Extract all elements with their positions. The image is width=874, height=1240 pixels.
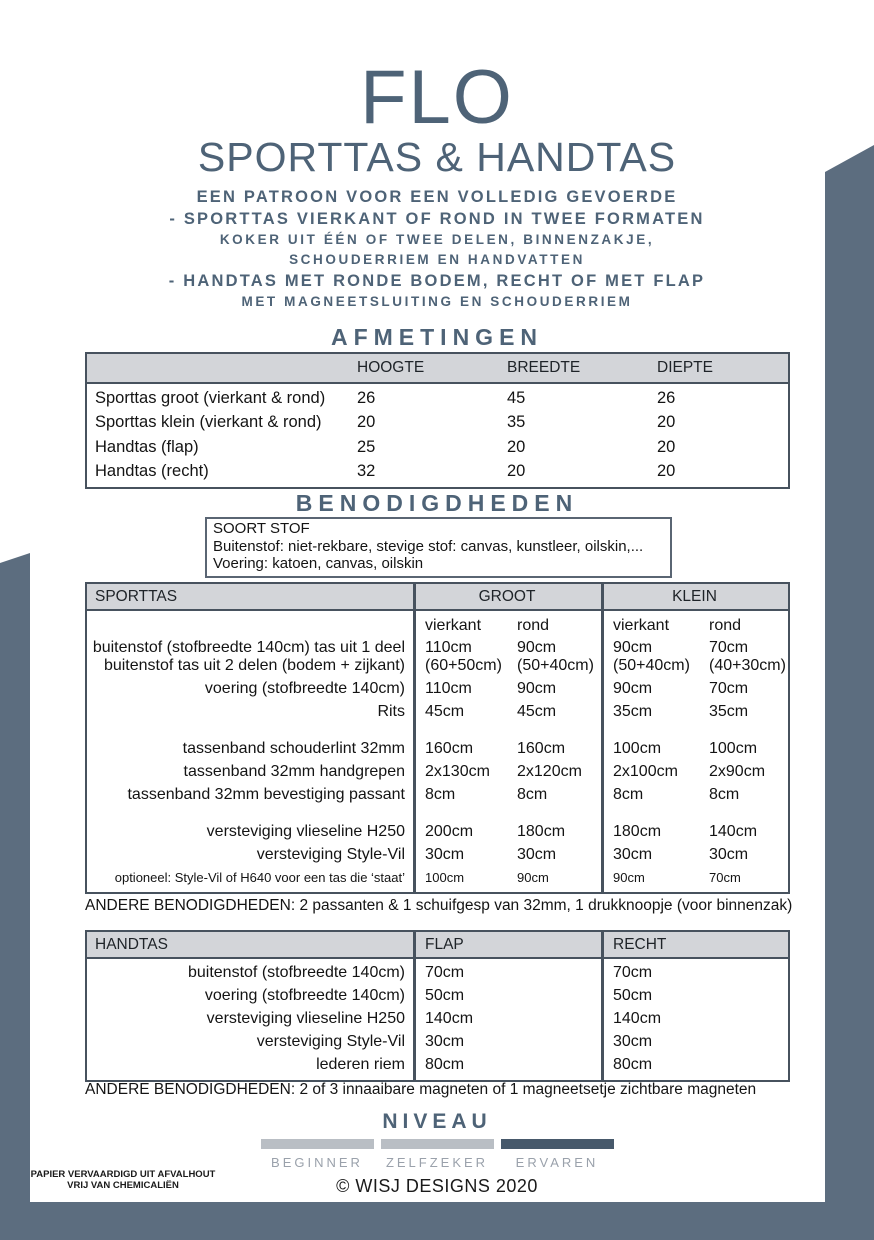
row-label bbox=[87, 846, 413, 864]
row-value-line: 110cm bbox=[425, 639, 472, 656]
handtas-column-header: FLAP bbox=[425, 935, 464, 953]
column-divider bbox=[601, 932, 604, 1080]
row-value-line: 30cm bbox=[613, 845, 653, 863]
description-line: - HANDTAS MET RONDE BODEM, RECHT OF MET FLAP bbox=[168, 272, 706, 290]
table-row bbox=[87, 843, 788, 866]
table-row bbox=[87, 386, 788, 411]
row-value-line: 200cm bbox=[425, 822, 474, 840]
row-value: 140cm bbox=[613, 1009, 662, 1027]
row-value-line: 70cm bbox=[709, 679, 749, 697]
table-row bbox=[87, 677, 788, 700]
row-value bbox=[697, 763, 788, 781]
row-value-line: 8cm bbox=[425, 785, 456, 803]
row-value-line: 110cm bbox=[425, 679, 472, 697]
row-value bbox=[413, 703, 505, 721]
row-label bbox=[87, 639, 413, 675]
row-value-line: 100cm bbox=[613, 739, 662, 757]
row-value-line: 2x90cm bbox=[709, 762, 766, 780]
row-value-line: 45cm bbox=[425, 702, 465, 720]
sporttas-subheader-row bbox=[87, 613, 788, 638]
afmetingen-column-header: HOOGTE bbox=[357, 359, 425, 376]
row-value: 35 bbox=[507, 413, 526, 432]
sporttas-table-header bbox=[87, 584, 788, 611]
row-value bbox=[505, 740, 601, 758]
row-label-line: versteviging Style-Vil bbox=[256, 845, 405, 863]
niveau-level-label: ZELFZEKER bbox=[385, 1155, 489, 1170]
sporttas-subcolumn-header: vierkant bbox=[425, 616, 482, 634]
row-label-line: optioneel: Style-Vil of H640 voor een tas die ‘staat’ bbox=[114, 869, 405, 885]
row-value bbox=[601, 639, 697, 675]
row-value-line: 90cm bbox=[613, 679, 653, 697]
row-value-line: 160cm bbox=[517, 739, 566, 757]
niveau-level-label: BEGINNER bbox=[271, 1155, 363, 1170]
row-value bbox=[601, 703, 697, 721]
row-value-line: 30cm bbox=[709, 845, 749, 863]
row-value: 20 bbox=[357, 413, 376, 432]
row-value bbox=[413, 680, 505, 698]
table-row bbox=[87, 866, 788, 888]
niveau-level-bar bbox=[381, 1139, 494, 1149]
afmetingen-column-header: DIEPTE bbox=[657, 359, 713, 376]
table-row bbox=[87, 700, 788, 723]
sporttas-group-header: KLEIN bbox=[672, 587, 717, 605]
row-value: 30cm bbox=[613, 1032, 653, 1050]
table-row bbox=[87, 820, 788, 843]
row-value: 50cm bbox=[613, 986, 653, 1004]
row-value bbox=[505, 703, 601, 721]
row-value-line: 8cm bbox=[613, 785, 644, 803]
row-value-line: 100cm bbox=[425, 869, 465, 885]
niveau-level-label: ERVAREN bbox=[515, 1155, 599, 1170]
row-value: 80cm bbox=[613, 1055, 653, 1073]
niveau-level-bar bbox=[261, 1139, 374, 1149]
sporttas-subcolumn-header: rond bbox=[709, 616, 742, 634]
row-value: 45 bbox=[507, 388, 526, 407]
row-label: Sporttas groot (vierkant & rond) bbox=[95, 388, 326, 407]
row-value bbox=[697, 870, 788, 885]
row-value bbox=[697, 823, 788, 841]
row-value-line: 100cm bbox=[709, 739, 758, 757]
table-row bbox=[87, 1053, 788, 1076]
row-label: lederen riem bbox=[316, 1055, 405, 1073]
column-divider bbox=[601, 584, 604, 892]
page-subtitle: SPORTTAS & HANDTAS bbox=[197, 134, 677, 180]
row-label: Handtas (flap) bbox=[95, 437, 199, 456]
row-value: 50cm bbox=[425, 986, 465, 1004]
description bbox=[0, 186, 874, 312]
row-value bbox=[413, 870, 505, 885]
row-label-line: Rits bbox=[377, 702, 405, 720]
row-value bbox=[601, 823, 697, 841]
niveau-level bbox=[261, 1139, 374, 1170]
row-label-line: tassenband 32mm bevestiging passant bbox=[127, 785, 405, 803]
sporttas-subcolumn-header: rond bbox=[517, 616, 550, 634]
row-value: 30cm bbox=[425, 1032, 465, 1050]
row-value bbox=[697, 846, 788, 864]
row-value: 32 bbox=[357, 462, 376, 481]
row-value bbox=[601, 786, 697, 804]
handtas-note: ANDERE BENODIGDHEDEN: 2 of 3 innaaibare magneten of 1 magneetsetje zichtbare magneten bbox=[85, 1081, 757, 1098]
row-value bbox=[505, 680, 601, 698]
sporttas-table-body bbox=[87, 611, 788, 892]
row-label bbox=[87, 870, 413, 885]
soort-stof-box bbox=[205, 517, 672, 578]
afmetingen-table-body bbox=[87, 384, 788, 487]
row-value-line: 70cm bbox=[709, 869, 741, 885]
row-value-line: 35cm bbox=[613, 702, 653, 720]
niveau-level-bar bbox=[501, 1139, 614, 1149]
table-row bbox=[87, 460, 788, 485]
row-label: versteviging vlieseline H250 bbox=[206, 1009, 405, 1027]
row-label bbox=[87, 823, 413, 841]
row-label bbox=[87, 703, 413, 721]
row-value bbox=[505, 763, 601, 781]
row-value-line: 90cm bbox=[517, 679, 557, 697]
handtas-table-header bbox=[87, 932, 788, 959]
row-value: 70cm bbox=[613, 963, 653, 981]
description-line: SCHOUDERRIEM EN HANDVATTEN bbox=[289, 252, 585, 267]
row-value bbox=[413, 639, 505, 675]
row-value-line: 180cm bbox=[517, 822, 566, 840]
row-label: buitenstof (stofbreedte 140cm) bbox=[187, 963, 405, 981]
row-value bbox=[413, 786, 505, 804]
row-value bbox=[601, 763, 697, 781]
row-label bbox=[87, 740, 413, 758]
row-label: Sporttas klein (vierkant & rond) bbox=[95, 413, 322, 432]
row-value bbox=[601, 846, 697, 864]
table-row bbox=[87, 961, 788, 984]
description-line: KOKER UIT ÉÉN OF TWEE DELEN, BINNENZAKJE, bbox=[219, 232, 655, 247]
row-value bbox=[601, 740, 697, 758]
row-label-line: tassenband schouderlint 32mm bbox=[182, 739, 405, 757]
row-value-line: (40+30cm) bbox=[709, 657, 786, 674]
copyright: © WISJ DESIGNS 2020 bbox=[336, 1176, 538, 1196]
row-value-line: 8cm bbox=[517, 785, 548, 803]
row-value: 20 bbox=[507, 462, 526, 481]
column-divider bbox=[413, 932, 416, 1080]
row-value-line: 90cm bbox=[613, 869, 645, 885]
row-value-line: 90cm bbox=[517, 639, 557, 656]
row-value: 20 bbox=[657, 437, 676, 456]
row-label-line: voering (stofbreedte 140cm) bbox=[204, 679, 405, 697]
soort-stof-line: Voering: katoen, canvas, oilskin bbox=[213, 555, 424, 572]
row-value-line: 90cm bbox=[517, 869, 549, 885]
column-divider bbox=[413, 584, 416, 892]
niveau-heading: NIVEAU bbox=[382, 1110, 492, 1133]
paper-note-line: PAPIER VERVAARDIGD UIT AFVALHOUT bbox=[30, 1169, 216, 1180]
row-label-line: buitenstof (stofbreedte 140cm) tas uit 1 deel bbox=[92, 639, 405, 656]
niveau-level-bars bbox=[0, 1139, 874, 1170]
row-value bbox=[413, 823, 505, 841]
sporttas-group-header: GROOT bbox=[478, 587, 536, 605]
row-value bbox=[601, 680, 697, 698]
row-label: Handtas (recht) bbox=[95, 462, 209, 481]
table-row bbox=[87, 737, 788, 760]
paper-note-line: VRIJ VAN CHEMICALIËN bbox=[67, 1180, 179, 1191]
row-value bbox=[697, 680, 788, 698]
page-title: FLO bbox=[360, 55, 514, 140]
sporttas-table bbox=[85, 582, 790, 894]
row-value: 70cm bbox=[425, 963, 465, 981]
row-value: 25 bbox=[357, 437, 376, 456]
row-value bbox=[697, 740, 788, 758]
row-value bbox=[697, 786, 788, 804]
table-row bbox=[87, 760, 788, 783]
row-value-line: 2x100cm bbox=[613, 762, 678, 780]
row-value-line: 90cm bbox=[613, 639, 653, 656]
row-value: 26 bbox=[657, 388, 676, 407]
sporttas-subcolumn-header: vierkant bbox=[613, 616, 670, 634]
row-value-line: 30cm bbox=[425, 845, 465, 863]
row-value-line: 45cm bbox=[517, 702, 557, 720]
row-label: voering (stofbreedte 140cm) bbox=[204, 986, 405, 1004]
row-value-line: (50+40cm) bbox=[517, 657, 594, 674]
row-value bbox=[413, 763, 505, 781]
row-value: 20 bbox=[657, 413, 676, 432]
row-value bbox=[413, 740, 505, 758]
table-row bbox=[87, 411, 788, 436]
row-label-line: buitenstof tas uit 2 delen (bodem + zijkant) bbox=[103, 657, 405, 674]
row-value-line: 2x120cm bbox=[517, 762, 582, 780]
row-gap bbox=[87, 723, 788, 737]
row-label-line: tassenband 32mm handgrepen bbox=[183, 762, 405, 780]
afmetingen-table-header bbox=[87, 354, 788, 384]
row-value-line: (60+50cm) bbox=[425, 657, 502, 674]
niveau-level bbox=[501, 1139, 614, 1170]
row-label: versteviging Style-Vil bbox=[256, 1032, 405, 1050]
soort-stof-title: SOORT STOF bbox=[213, 520, 310, 537]
row-value bbox=[505, 823, 601, 841]
row-value bbox=[505, 639, 601, 675]
decorative-band-left bbox=[0, 553, 30, 1240]
row-value-line: 30cm bbox=[517, 845, 557, 863]
row-value-line: 140cm bbox=[709, 822, 758, 840]
soort-stof-line: Buitenstof: niet-rekbare, stevige stof: canvas, kunstleer, oilskin,... bbox=[213, 537, 644, 555]
row-value bbox=[505, 870, 601, 885]
niveau-level bbox=[381, 1139, 494, 1170]
row-label-line: versteviging vlieseline H250 bbox=[206, 822, 405, 840]
row-label bbox=[87, 786, 413, 804]
table-row bbox=[87, 783, 788, 806]
row-value: 80cm bbox=[425, 1055, 465, 1073]
handtas-table-body bbox=[87, 959, 788, 1080]
row-value-line: 70cm bbox=[709, 639, 749, 656]
row-value bbox=[413, 846, 505, 864]
row-gap bbox=[87, 806, 788, 820]
sporttas-note: ANDERE BENODIGDHEDEN: 2 passanten & 1 schuifgesp van 32mm, 1 drukknoopje (voor binnenzak) bbox=[85, 897, 793, 914]
row-value: 20 bbox=[657, 462, 676, 481]
handtas-column-header: RECHT bbox=[613, 935, 667, 953]
table-row bbox=[87, 638, 788, 677]
table-row bbox=[87, 1030, 788, 1053]
row-value bbox=[505, 846, 601, 864]
row-value: 20 bbox=[507, 437, 526, 456]
row-value bbox=[601, 870, 697, 885]
afmetingen-column-header: BREEDTE bbox=[507, 359, 581, 376]
soort-stof-lines bbox=[213, 538, 664, 573]
benodigdheden-heading: BENODIGDHEDEN bbox=[295, 490, 579, 516]
row-value: 26 bbox=[357, 388, 376, 407]
row-label bbox=[87, 680, 413, 698]
row-value-line: 8cm bbox=[709, 785, 740, 803]
description-line: - SPORTTAS VIERKANT OF ROND IN TWEE FORMATEN bbox=[169, 210, 705, 228]
row-value-line: 35cm bbox=[709, 702, 749, 720]
afmetingen-table bbox=[85, 352, 790, 489]
row-label bbox=[87, 763, 413, 781]
row-value bbox=[505, 786, 601, 804]
table-row bbox=[87, 984, 788, 1007]
row-value-line: 2x130cm bbox=[425, 762, 490, 780]
handtas-title-cell: HANDTAS bbox=[95, 935, 168, 953]
afmetingen-heading: AFMETINGEN bbox=[330, 324, 544, 350]
description-line: MET MAGNEETSLUITING EN SCHOUDERRIEM bbox=[241, 294, 633, 309]
row-value bbox=[697, 703, 788, 721]
row-value-line: 160cm bbox=[425, 739, 474, 757]
decorative-band-bottom bbox=[0, 1202, 874, 1240]
description-line: EEN PATROON VOOR EEN VOLLEDIG GEVOERDE bbox=[196, 188, 678, 206]
handtas-table bbox=[85, 930, 790, 1082]
row-value-line: (50+40cm) bbox=[613, 657, 690, 674]
sporttas-title-cell: SPORTTAS bbox=[95, 587, 178, 605]
table-row bbox=[87, 435, 788, 460]
row-value bbox=[697, 639, 788, 675]
row-value: 140cm bbox=[425, 1009, 474, 1027]
table-row bbox=[87, 1007, 788, 1030]
row-value-line: 180cm bbox=[613, 822, 662, 840]
